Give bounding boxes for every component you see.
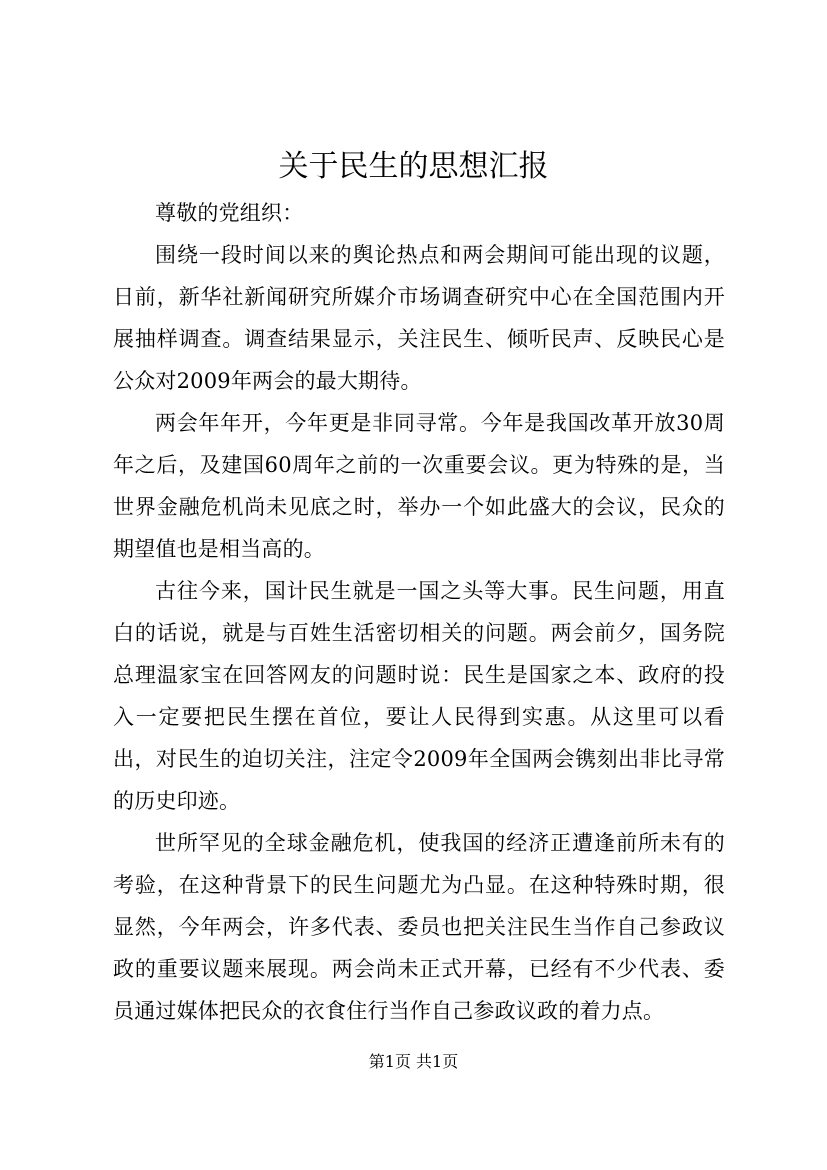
paragraph-3: 古往今来，国计民生就是一国之头等大事。民生问题，用直白的话说，就是与百姓生活密切相关的问题。两会前夕，国务院总理温家宝在回答网友的问题时说：民生是国家之本、政府的投入一定要把民生摆在首位，要让人民得到实惠。从这里可以看出，对民生的迫切关注，注定令2009年全国两会镌刻出非比寻常的历史印迹。 bbox=[113, 579, 725, 813]
page-title: 关于民生的思想汇报 bbox=[278, 149, 549, 184]
document-body bbox=[113, 192, 725, 1032]
paragraph-2: 两会年年开，今年更是非同寻常。今年是我国改革开放30周年之后，及建国60周年之前的一次重要会议。更为特殊的是，当世界金融危机尚未见底之时，举办一个如此盛大的会议，民众的期望值也是相当高的。 bbox=[113, 411, 725, 561]
page-footer: 第1页 共1页 bbox=[368, 1052, 459, 1071]
salutation: 尊敬的党组织： bbox=[155, 201, 304, 225]
paragraph-1: 围绕一段时间以来的舆论热点和两会期间可能出现的议题，日前，新华社新闻研究所媒介市场调查研究中心在全国范围内开展抽样调查。调查结果显示，关注民生、倾听民声、反映民心是公众对2009年两会的最大期待。 bbox=[113, 243, 725, 393]
paragraph-4: 世所罕见的全球金融危机，使我国的经济正遭逢前所未有的考验，在这种背景下的民生问题尤为凸显。在这种特殊时期，很显然，今年两会，许多代表、委员也把关注民生当作自己参政议政的重要议题来展现。两会尚未正式开幕，已经有不少代表、委员通过媒体把民众的衣食住行当作自己参政议政的着力点。 bbox=[113, 831, 725, 1023]
